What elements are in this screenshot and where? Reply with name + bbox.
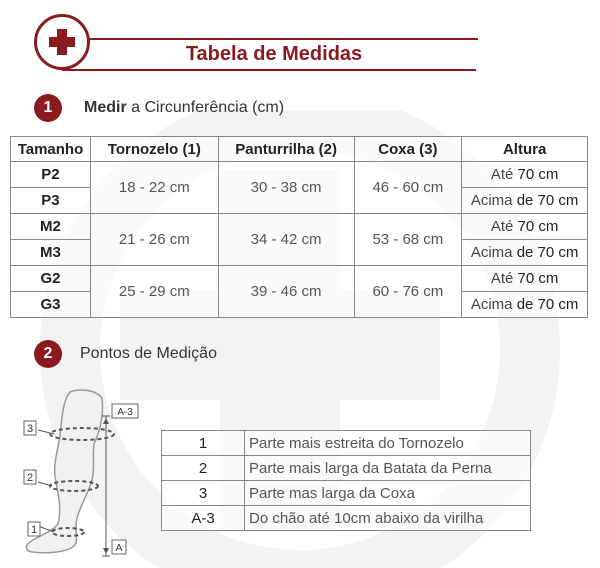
medical-cross-icon bbox=[34, 14, 90, 70]
section-2-title: Pontos de Medição bbox=[80, 345, 217, 362]
size-cell: P3 bbox=[11, 188, 91, 214]
table-row bbox=[11, 214, 588, 240]
panturrilha-cell: 30 - 38 cm bbox=[218, 162, 354, 214]
size-table bbox=[10, 136, 588, 318]
header-coxa: Coxa (3) bbox=[354, 137, 462, 162]
altura-cell: Até 70 cm bbox=[462, 266, 588, 292]
header-tornozelo: Tornozelo (1) bbox=[90, 137, 218, 162]
section-1-title bbox=[84, 97, 284, 119]
panturrilha-cell: 34 - 42 cm bbox=[218, 214, 354, 266]
legend-row bbox=[162, 431, 531, 456]
legend-row bbox=[162, 456, 531, 481]
size-cell: G2 bbox=[11, 266, 91, 292]
legend-row bbox=[162, 481, 531, 506]
legend-row bbox=[162, 506, 531, 531]
size-cell: M3 bbox=[11, 240, 91, 266]
legend-code: 1 bbox=[162, 431, 245, 456]
section-2-number: 2 bbox=[34, 340, 62, 368]
altura-cell: Até 70 cm bbox=[462, 214, 588, 240]
legend-code: 2 bbox=[162, 456, 245, 481]
diagram-label-2: 2 bbox=[26, 472, 34, 484]
coxa-cell: 60 - 76 cm bbox=[354, 266, 462, 318]
section-1-number: 1 bbox=[34, 94, 62, 122]
table-row bbox=[11, 162, 588, 188]
size-cell: M2 bbox=[11, 214, 91, 240]
legend-desc: Parte mas larga da Coxa bbox=[245, 481, 531, 506]
leg-diagram bbox=[18, 386, 158, 562]
coxa-cell: 53 - 68 cm bbox=[354, 214, 462, 266]
diagram-label-1: 1 bbox=[30, 524, 38, 536]
tornozelo-cell: 21 - 26 cm bbox=[90, 214, 218, 266]
header-altura: Altura bbox=[462, 137, 588, 162]
section-1-title-rest: a Circunferência (cm) bbox=[126, 99, 285, 116]
section-1-title-strong: Medir bbox=[84, 99, 127, 116]
altura-cell: Acima de 70 cm bbox=[462, 188, 588, 214]
diagram-label-a: A bbox=[115, 543, 123, 554]
legend-code: 3 bbox=[162, 481, 245, 506]
size-cell: P2 bbox=[11, 162, 91, 188]
panturrilha-cell: 39 - 46 cm bbox=[218, 266, 354, 318]
altura-cell: Até 70 cm bbox=[462, 162, 588, 188]
altura-cell: Acima de 70 cm bbox=[462, 240, 588, 266]
diagram-label-3: 3 bbox=[26, 423, 34, 435]
measurement-legend-table bbox=[161, 430, 531, 531]
table-row bbox=[11, 266, 588, 292]
legend-desc: Parte mais larga da Batata da Perna bbox=[245, 456, 531, 481]
coxa-cell: 46 - 60 cm bbox=[354, 162, 462, 214]
legend-desc: Do chão até 10cm abaixo da virilha bbox=[245, 506, 531, 531]
tornozelo-cell: 25 - 29 cm bbox=[90, 266, 218, 318]
size-cell: G3 bbox=[11, 292, 91, 318]
diagram-label-a3: A-3 bbox=[117, 407, 133, 418]
header-tamanho: Tamanho bbox=[11, 137, 91, 162]
altura-cell: Acima de 70 cm bbox=[462, 292, 588, 318]
header-panturrilha: Panturrilha (2) bbox=[218, 137, 354, 162]
legend-desc: Parte mais estreita do Tornozelo bbox=[245, 431, 531, 456]
page-title: Tabela de Medidas bbox=[185, 43, 363, 65]
tornozelo-cell: 18 - 22 cm bbox=[90, 162, 218, 214]
table-header-row bbox=[11, 137, 588, 162]
header-line-bottom bbox=[62, 69, 476, 71]
legend-code: A-3 bbox=[162, 506, 245, 531]
